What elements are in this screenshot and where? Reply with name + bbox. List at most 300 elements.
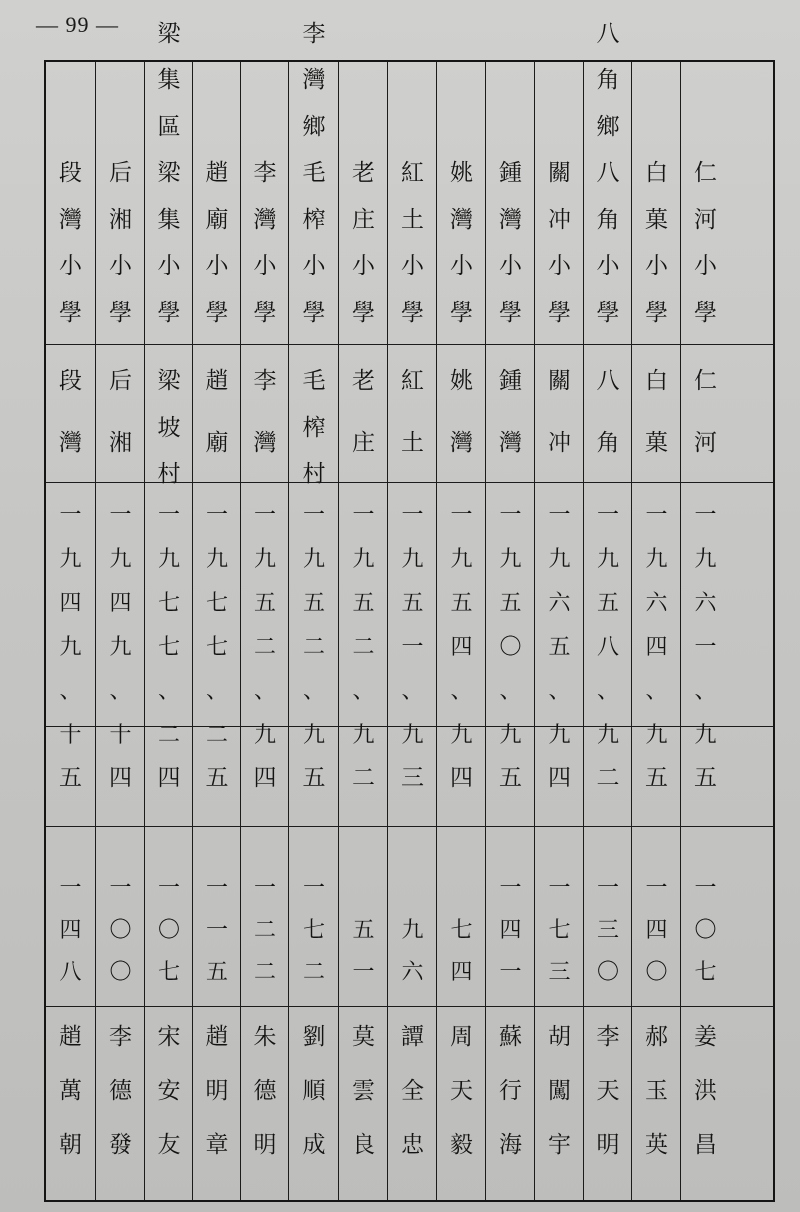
cell-students <box>193 834 241 994</box>
glyph: 梁 <box>157 368 181 394</box>
glyph: 一 <box>302 876 325 901</box>
cell-classes <box>535 734 584 822</box>
glyph: 小 <box>499 253 522 279</box>
glyph: 六 <box>645 591 668 616</box>
glyph: 一 <box>157 503 180 528</box>
glyph: 九 <box>157 547 180 572</box>
cell-students <box>632 834 681 994</box>
glyph: 灣 <box>450 206 473 233</box>
glyph: 趙 <box>205 1024 229 1050</box>
glyph: 段 <box>59 368 82 394</box>
cell-students <box>535 834 584 994</box>
glyph: 、 <box>302 679 325 704</box>
glyph: 九 <box>645 723 668 748</box>
glyph: 九 <box>109 635 132 660</box>
glyph: 玉 <box>645 1078 668 1104</box>
glyph: 姚 <box>450 160 473 186</box>
glyph: 全 <box>401 1078 424 1104</box>
glyph: 五 <box>205 960 228 985</box>
cell-principal <box>388 1010 437 1194</box>
glyph: 灣 <box>59 429 82 456</box>
cell-students <box>584 834 632 994</box>
glyph: 學 <box>401 299 424 326</box>
glyph: 灣 <box>450 429 473 456</box>
cell-principal <box>241 1010 289 1194</box>
glyph: 朝 <box>59 1132 82 1158</box>
glyph: 關 <box>548 160 571 186</box>
glyph: 五 <box>302 764 326 791</box>
glyph: 八 <box>596 160 620 186</box>
glyph: 學 <box>109 299 132 326</box>
cell-address <box>193 358 241 466</box>
glyph: 九 <box>596 547 619 572</box>
glyph: 小 <box>401 253 424 279</box>
cell-principal <box>96 1010 145 1194</box>
glyph: 灣 <box>253 206 277 233</box>
glyph: 一 <box>450 503 473 528</box>
cell-principal <box>193 1010 241 1194</box>
glyph: 灣 <box>499 206 522 233</box>
cell-name <box>96 68 145 336</box>
glyph: 七 <box>205 591 228 616</box>
glyph: 九 <box>645 547 668 572</box>
cell-name <box>241 68 289 336</box>
glyph: 〇 <box>109 960 132 985</box>
glyph: 一 <box>59 503 82 528</box>
glyph: 四 <box>59 591 82 616</box>
school-column <box>436 62 486 1200</box>
glyph: 三 <box>596 918 619 943</box>
glyph: 劉 <box>302 1024 326 1050</box>
school-column <box>144 20 193 1200</box>
glyph: 十 <box>109 723 132 748</box>
glyph: 七 <box>302 918 325 943</box>
cell-address <box>535 358 584 466</box>
glyph: 友 <box>157 1132 181 1158</box>
glyph: 四 <box>59 918 82 943</box>
cell-founded <box>437 494 486 748</box>
glyph: 五 <box>694 764 717 791</box>
glyph: 梁 <box>157 20 181 47</box>
glyph: 鍾 <box>499 160 522 186</box>
glyph: 九 <box>401 918 424 943</box>
school-column <box>192 62 241 1200</box>
glyph: 九 <box>450 723 473 748</box>
glyph: 小 <box>548 253 571 279</box>
glyph: 一 <box>596 876 619 901</box>
glyph: 三 <box>401 764 424 791</box>
glyph: 趙 <box>59 1024 82 1050</box>
glyph: 學 <box>205 299 229 326</box>
glyph: 集 <box>157 67 181 93</box>
glyph: 九 <box>401 547 424 572</box>
glyph: 一 <box>109 503 132 528</box>
school-column <box>534 62 584 1200</box>
glyph: 九 <box>694 547 717 572</box>
glyph: 〇 <box>157 918 180 943</box>
glyph: 學 <box>59 299 82 326</box>
glyph: 〇 <box>499 635 522 660</box>
glyph: 一 <box>253 503 276 528</box>
glyph: 周 <box>450 1024 473 1050</box>
glyph: 一 <box>499 960 522 985</box>
glyph: 一 <box>548 876 571 901</box>
cell-address <box>339 358 388 466</box>
glyph: 七 <box>548 918 571 943</box>
glyph: 二 <box>253 918 276 943</box>
glyph: 明 <box>596 1132 620 1158</box>
cell-address <box>584 358 632 466</box>
glyph: 庄 <box>352 206 375 233</box>
glyph: 五 <box>548 635 571 660</box>
cell-students <box>145 834 193 994</box>
cell-name <box>193 68 241 336</box>
cell-students <box>388 834 437 994</box>
glyph: 小 <box>205 253 229 279</box>
glyph: 〇 <box>596 960 619 985</box>
glyph: 小 <box>157 253 181 279</box>
glyph: 九 <box>548 547 571 572</box>
school-column <box>288 20 339 1200</box>
glyph: 雲 <box>352 1078 375 1104</box>
cell-name <box>46 68 95 336</box>
glyph: 莫 <box>352 1024 375 1050</box>
glyph: 學 <box>596 299 620 326</box>
glyph: 十 <box>59 723 82 748</box>
glyph: 鄉 <box>302 113 326 140</box>
glyph: 老 <box>352 160 375 186</box>
glyph: 一 <box>109 876 132 901</box>
glyph: 宇 <box>548 1132 571 1158</box>
glyph: 后 <box>109 368 132 394</box>
glyph: 洪 <box>694 1078 717 1104</box>
glyph: 四 <box>109 591 132 616</box>
glyph: 庄 <box>352 429 375 456</box>
glyph: 二 <box>302 960 325 985</box>
cell-name <box>632 68 681 336</box>
glyph: 九 <box>401 723 424 748</box>
glyph: 毛 <box>302 368 326 394</box>
glyph: 角 <box>596 206 620 233</box>
glyph: 、 <box>253 679 276 704</box>
glyph: 明 <box>205 1078 229 1104</box>
cell-classes <box>437 734 486 822</box>
cell-address <box>632 358 681 466</box>
glyph: 七 <box>450 918 473 943</box>
glyph: 一 <box>205 876 228 901</box>
glyph: 九 <box>499 547 522 572</box>
glyph: 九 <box>694 723 717 748</box>
glyph: 灣 <box>59 206 82 233</box>
glyph: 九 <box>59 547 82 572</box>
cell-founded <box>632 494 681 748</box>
glyph: 英 <box>645 1132 668 1158</box>
glyph: 五 <box>302 591 325 616</box>
glyph: 小 <box>253 253 277 279</box>
school-column <box>631 62 681 1200</box>
glyph: 海 <box>499 1132 522 1158</box>
cell-address <box>241 358 289 466</box>
glyph: 七 <box>157 960 180 985</box>
glyph: 、 <box>59 679 82 704</box>
cell-classes <box>339 734 388 822</box>
glyph: 九 <box>499 723 522 748</box>
glyph: 小 <box>59 253 82 279</box>
cell-name <box>289 20 339 336</box>
glyph: 天 <box>450 1078 473 1104</box>
glyph: 李 <box>596 1024 620 1050</box>
glyph: 安 <box>157 1078 181 1104</box>
glyph: 一 <box>694 635 717 660</box>
glyph: 六 <box>694 591 717 616</box>
glyph: 、 <box>450 679 473 704</box>
cell-address <box>46 358 95 466</box>
glyph: 李 <box>253 368 277 394</box>
glyph: 梁 <box>157 160 181 186</box>
glyph: 〇 <box>645 960 668 985</box>
glyph: 二 <box>302 635 325 660</box>
glyph: 小 <box>694 253 717 279</box>
glyph: 四 <box>450 635 473 660</box>
glyph: 紅 <box>401 368 424 394</box>
cell-name <box>584 20 632 336</box>
cell-students <box>437 834 486 994</box>
glyph: 天 <box>596 1078 620 1104</box>
cell-founded <box>145 494 193 748</box>
cell-classes <box>632 734 681 822</box>
glyph: 冲 <box>548 206 571 233</box>
glyph: 坡 <box>157 414 181 441</box>
glyph: 、 <box>645 679 668 704</box>
glyph: 小 <box>352 253 375 279</box>
cell-founded <box>289 494 339 748</box>
glyph: 四 <box>645 918 668 943</box>
glyph: 廟 <box>205 206 229 233</box>
school-column <box>95 62 145 1200</box>
school-column <box>583 20 632 1200</box>
glyph: 菓 <box>645 429 668 456</box>
glyph: 六 <box>548 591 571 616</box>
glyph: 小 <box>109 253 132 279</box>
glyph: 菓 <box>645 206 668 233</box>
cell-students <box>681 834 730 994</box>
glyph: 仁 <box>694 160 717 186</box>
cell-founded <box>681 494 730 748</box>
glyph: 角 <box>596 429 620 456</box>
school-column <box>680 62 730 1200</box>
glyph: 德 <box>253 1078 277 1104</box>
glyph: 一 <box>157 876 180 901</box>
glyph: 學 <box>450 299 473 326</box>
glyph: 成 <box>302 1132 326 1158</box>
glyph: 一 <box>499 876 522 901</box>
glyph: 九 <box>205 547 228 572</box>
glyph: 榨 <box>302 414 326 441</box>
cell-principal <box>339 1010 388 1194</box>
glyph: 蘇 <box>499 1024 522 1050</box>
glyph: 八 <box>596 368 620 394</box>
glyph: 趙 <box>205 160 229 186</box>
cell-address <box>681 358 730 466</box>
glyph: 、 <box>352 679 375 704</box>
cell-classes <box>681 734 730 822</box>
glyph: 九 <box>59 635 82 660</box>
glyph: 二 <box>253 635 276 660</box>
glyph: 二 <box>157 723 180 748</box>
cell-principal <box>46 1010 95 1194</box>
glyph: 一 <box>401 503 424 528</box>
glyph: 學 <box>157 299 181 326</box>
glyph: 一 <box>253 876 276 901</box>
glyph: 河 <box>694 429 717 456</box>
glyph: 四 <box>548 764 571 791</box>
glyph: 學 <box>352 299 375 326</box>
cell-classes <box>96 734 145 822</box>
glyph: 〇 <box>694 918 717 943</box>
cell-founded <box>46 494 95 748</box>
cell-founded <box>535 494 584 748</box>
glyph: 后 <box>109 160 132 186</box>
glyph: 老 <box>352 368 375 394</box>
glyph: 六 <box>401 960 424 985</box>
page-number: — 99 — <box>36 12 119 37</box>
glyph: 土 <box>401 429 424 456</box>
glyph: 趙 <box>205 368 229 394</box>
glyph: 學 <box>645 299 668 326</box>
cell-address <box>289 358 339 487</box>
glyph: 學 <box>499 299 522 326</box>
glyph: 郝 <box>645 1024 668 1050</box>
cell-founded <box>388 494 437 748</box>
glyph: 區 <box>157 113 181 140</box>
cell-classes <box>193 734 241 822</box>
cell-name <box>145 20 193 336</box>
glyph: 一 <box>694 876 717 901</box>
glyph: 五 <box>499 764 522 791</box>
glyph: 一 <box>645 876 668 901</box>
glyph: 段 <box>59 160 82 186</box>
glyph: 五 <box>645 764 668 791</box>
cell-founded <box>96 494 145 748</box>
glyph: 五 <box>205 764 229 791</box>
glyph: 、 <box>694 679 717 704</box>
school-column <box>387 62 437 1200</box>
cell-name <box>681 68 730 336</box>
glyph: 關 <box>548 368 571 394</box>
glyph: 一 <box>352 960 375 985</box>
cell-founded <box>339 494 388 748</box>
glyph: 〇 <box>109 918 132 943</box>
glyph: 一 <box>694 503 717 528</box>
glyph: 李 <box>109 1024 132 1050</box>
glyph: 四 <box>253 764 277 791</box>
cell-name <box>339 68 388 336</box>
glyph: 五 <box>450 591 473 616</box>
glyph: 學 <box>548 299 571 326</box>
glyph: 學 <box>253 299 277 326</box>
glyph: 行 <box>499 1078 522 1104</box>
glyph: 宋 <box>157 1024 181 1050</box>
glyph: 毅 <box>450 1132 473 1158</box>
glyph: 學 <box>302 299 326 326</box>
glyph: 九 <box>253 723 276 748</box>
glyph: 九 <box>352 723 375 748</box>
cell-name <box>388 68 437 336</box>
cell-classes <box>584 734 632 822</box>
glyph: 四 <box>109 764 132 791</box>
cell-classes <box>388 734 437 822</box>
cell-students <box>486 834 535 994</box>
glyph: 七 <box>157 591 180 616</box>
glyph: 九 <box>302 723 325 748</box>
glyph: 鍾 <box>499 368 522 394</box>
glyph: 白 <box>645 368 668 394</box>
cell-principal <box>289 1010 339 1194</box>
glyph: 白 <box>645 160 668 186</box>
cell-founded <box>584 494 632 748</box>
cell-principal <box>632 1010 681 1194</box>
glyph: 順 <box>302 1078 326 1104</box>
glyph: 一 <box>352 503 375 528</box>
cell-address <box>388 358 437 466</box>
cell-principal <box>145 1010 193 1194</box>
glyph: 紅 <box>401 160 424 186</box>
cell-principal <box>584 1010 632 1194</box>
glyph: 忠 <box>401 1132 424 1158</box>
glyph: 昌 <box>694 1132 717 1158</box>
glyph: 村 <box>302 461 326 487</box>
glyph: 湘 <box>109 429 132 456</box>
glyph: 胡 <box>548 1024 571 1050</box>
cell-address <box>145 358 193 487</box>
glyph: 闖 <box>548 1078 571 1104</box>
glyph: 土 <box>401 206 424 233</box>
glyph: 八 <box>596 635 619 660</box>
glyph: 九 <box>302 547 325 572</box>
glyph: 八 <box>596 20 620 47</box>
glyph: 一 <box>499 503 522 528</box>
glyph: 河 <box>694 206 717 233</box>
glyph: 一 <box>645 503 668 528</box>
glyph: 章 <box>205 1132 229 1158</box>
glyph: 一 <box>59 876 82 901</box>
glyph: 九 <box>109 547 132 572</box>
glyph: 灣 <box>253 429 277 456</box>
cell-classes <box>145 734 193 822</box>
glyph: 五 <box>401 591 424 616</box>
cell-address <box>486 358 535 466</box>
cell-principal <box>681 1010 730 1194</box>
glyph: 五 <box>352 591 375 616</box>
glyph: 四 <box>450 764 473 791</box>
cell-classes <box>241 734 289 822</box>
glyph: 良 <box>352 1132 375 1158</box>
glyph: 九 <box>596 723 619 748</box>
glyph: 、 <box>109 679 132 704</box>
glyph: 一 <box>205 918 228 943</box>
glyph: 五 <box>352 918 375 943</box>
glyph: 五 <box>59 764 82 791</box>
glyph: 小 <box>450 253 473 279</box>
glyph: 二 <box>205 723 228 748</box>
glyph: 發 <box>109 1132 132 1158</box>
glyph: 四 <box>645 635 668 660</box>
glyph: 一 <box>401 635 424 660</box>
glyph: 角 <box>596 67 620 93</box>
cell-students <box>96 834 145 994</box>
glyph: 毛 <box>302 160 326 186</box>
glyph: 二 <box>352 764 375 791</box>
